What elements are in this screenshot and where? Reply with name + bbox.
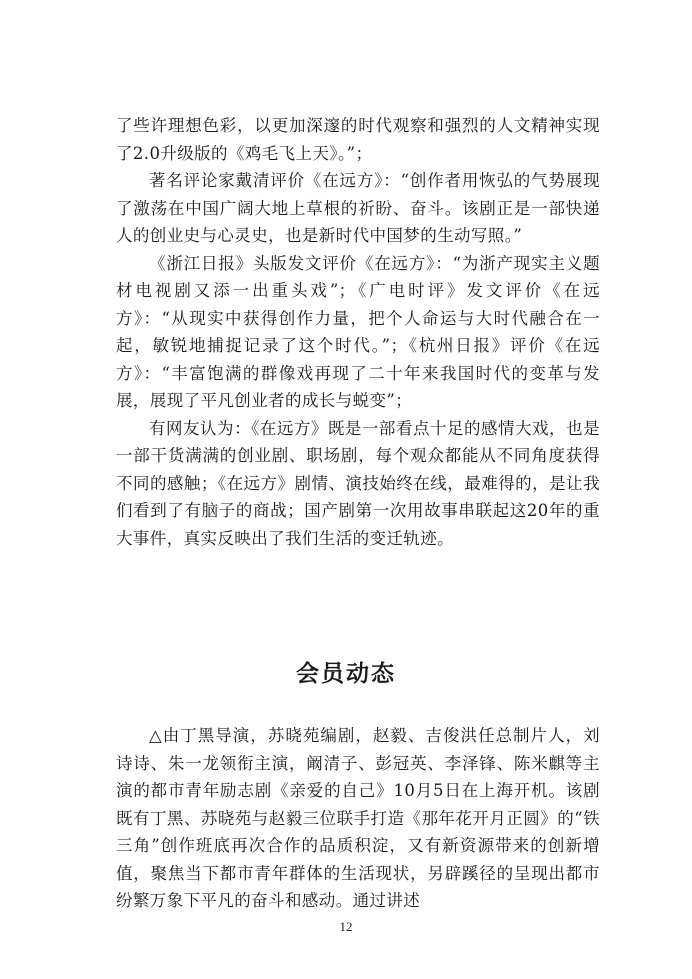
paragraph-critic-review: 著名评论家戴清评价《在远方》：“创作者用恢弘的气势展现了激荡在中国广阔大地上草根的祈盼、奋斗。该剧正是一部快递人的创业史与心灵史，也是新时代中国梦的生动写照。” xyxy=(116,171,600,245)
paragraph-member-news: △由丁黑导演，苏晓苑编剧，赵毅、吉俊洪任总制片人，刘诗诗、朱一龙领衔主演，阚清子、彭冠英、李泽锋、陈米麒等主演的都市青年励志剧《亲爱的自己》10月5日在上海开机。该剧既有丁黑、苏晓苑与赵毅三位联手打造《那年花开月正圆》的“铁三角”创作班底再次合作的品质积淀，又有新资源带来的创新增值，聚焦当下都市青年群体的生活现状，另辟蹊径的呈现出都市纷繁万象下平凡的奋斗和感动。通过讲述 xyxy=(116,726,600,910)
paragraph-audience-reviews: 有网友认为：《在远方》既是一部看点十足的感情大戏，也是一部干货满满的创业剧、职场剧，每个观众都能从不同角度获得不同的感触；《在远方》剧情、演技始终在线，最难得的，是让我们看到了有脑子的商战；国产剧第一次用故事串联起这20年的重大事件，真实反映出了我们生活的变迁轨迹。 xyxy=(116,418,600,548)
page-number: 12 xyxy=(339,919,353,934)
section-title: 会员动态 xyxy=(296,661,396,687)
paragraph-continuation: 了些许理想色彩，以更加深邃的时代观察和强烈的人文精神实现了2.0升级版的《鸡毛飞上天》。”； xyxy=(116,116,600,163)
article-body xyxy=(116,112,600,552)
paragraph-media-reviews: 《浙江日报》头版发文评价《在远方》：“为浙产现实主义题材电视剧又添一出重头戏”；《广电时评》发文评价《在远方》：“从现实中获得创作力量，把个人命运与大时代融合在一起，敏锐地捕捉记录了这个时代。”；《杭州日报》评价《在远方》：“丰富饱满的群像戏再现了二十年来我国时代的变革与发展，展现了平凡创业者的成长与蜕变”； xyxy=(116,253,600,410)
member-news-body xyxy=(116,722,600,915)
